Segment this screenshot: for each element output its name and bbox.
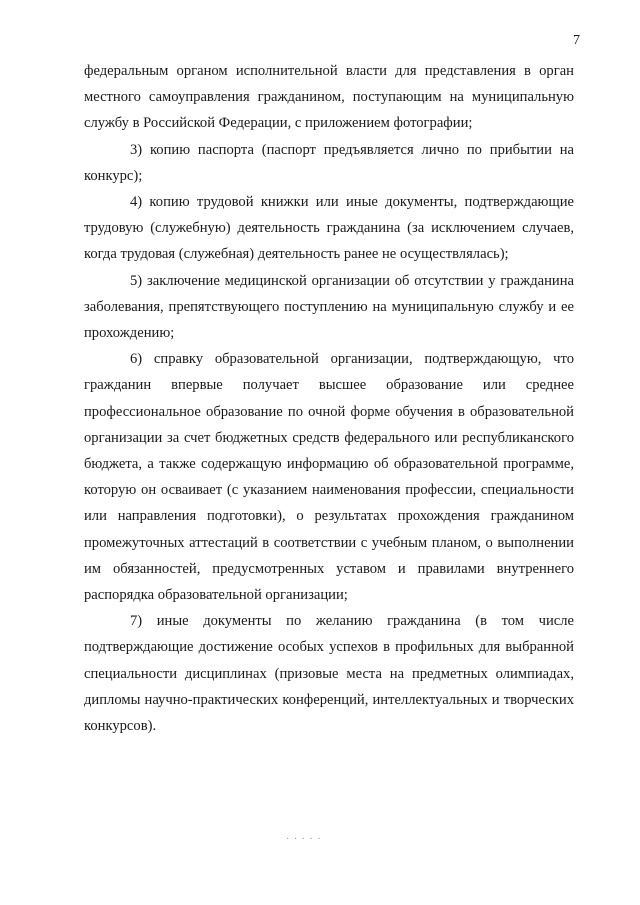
list-item-7-other-documents: 7) иные документы по желанию гражданина (в том числе подтверждающие достижение особых успехов в профильных для выбранной специальности дисциплинах (призовые места на предметных олимпиадах, дипломы научно-практических конференций, интеллектуальных и творческих конкурсов). — [84, 613, 574, 735]
document-body — [84, 58, 574, 739]
scan-marks: · · · · · — [286, 834, 322, 845]
list-item-4-work-record: 4) копию трудовой книжки или иные документы, подтверждающие трудовую (служебную) деятельность гражданина (за исключением случаев, когда трудовая (служебная) деятельность ранее не осуществлялась); — [84, 194, 574, 263]
list-item-6-education-certificate: 6) справку образовательной организации, подтверждающую, что гражданин впервые получает высшее образование или среднее профессиональное образование по очной форме обучения в образовательной организации за счет бюджетных средств федерального или республиканского бюджета, а также содержащую информацию об образовательной программе, которую он осваивает (с указанием наименования профессии, специальности или направления подготовки), о результатах прохождения гражданином промежуточных аттестаций в соответствии с учебным планом, о выполнении им обязанностей, предусмотренных уставом и правилами внутреннего распорядка образовательной организации; — [84, 351, 574, 604]
list-item-3-passport: 3) копию паспорта (паспорт предъявляется лично по прибытии на конкурс); — [84, 141, 574, 184]
list-item-5-medical: 5) заключение медицинской организации об отсутствии у гражданина заболевания, препятствующего поступлению на муниципальную службу и ее прохождению; — [84, 272, 574, 342]
paragraph-continuation: федеральным органом исполнительной власти для представления в орган местного самоуправления гражданином, поступающим на муниципальную службу в Российской Федерации, с приложением фотографии; — [84, 63, 574, 132]
page-number: 7 — [573, 33, 580, 48]
